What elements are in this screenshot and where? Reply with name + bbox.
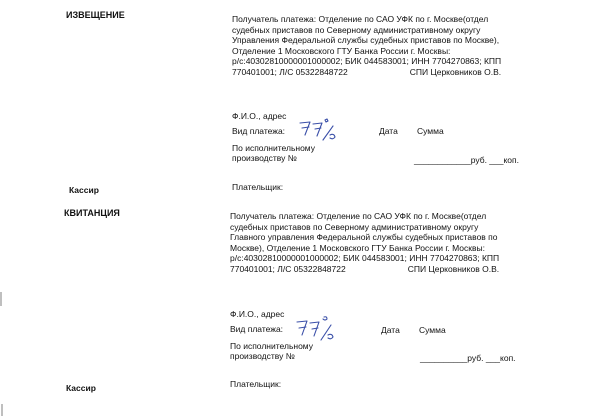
notice-cashier-label: Кассир	[69, 185, 99, 195]
receipt-payer-label: Плательщик:	[230, 379, 282, 389]
notice-officer: СПИ Церковников О.В.	[409, 66, 502, 77]
receipt-payment-type-label: Вид платежа:	[230, 324, 284, 334]
receipt-ground-line1: По исполнительному	[230, 341, 313, 351]
notice-recipient-block	[232, 14, 501, 77]
receipt-recipient-line: Получатель платежа: Отделение по САО УФК по г. Москве(отдел	[230, 211, 487, 221]
notice-amount-line: ____________руб. ___коп.	[414, 155, 519, 165]
receipt-recipient-block	[230, 211, 499, 274]
notice-payer-label: Плательщик:	[232, 182, 284, 192]
scan-edge-mark	[1, 404, 3, 416]
receipt-recipient-line: Главного управления Федеральной службы судебных приставов по	[230, 232, 498, 242]
notice-date-label: Дата	[379, 126, 398, 136]
notice-sum-label: Сумма	[417, 126, 444, 136]
receipt-account-text: 770401001; Л/С 05322848722	[230, 263, 346, 274]
receipt-sum-label: Сумма	[419, 325, 446, 335]
receipt-amount-line: __________руб. ___коп.	[420, 353, 516, 363]
receipt-handwritten-payment-type	[294, 314, 338, 342]
notice-ground-line2: производству №	[232, 153, 297, 163]
receipt-fio-label: Ф.И.О., адрес	[230, 309, 285, 319]
notice-payment-type-label: Вид платежа:	[232, 126, 286, 136]
receipt-recipient-line	[230, 264, 499, 275]
notice-recipient-line: судебных приставов по Северному административному округу	[232, 24, 481, 35]
receipt-cashier-label: Кассир	[66, 383, 96, 393]
notice-account-text: 770401001; Л/С 05322848722	[232, 66, 348, 77]
receipt-officer: СПИ Церковников О.В.	[407, 263, 500, 274]
receipt-recipient-line: судебных приставов по Северному административному округу	[230, 221, 479, 232]
notice-handwritten-payment-type	[297, 116, 339, 142]
notice-recipient-line: Отделение 1 Московского ГТУ Банка России г. Москвы:	[232, 45, 451, 56]
notice-recipient-line: р/с:40302810000001000002; БИК 044583001; ИНН 7704270863; КПП	[232, 56, 502, 66]
receipt-heading: КВИТАНЦИЯ	[64, 208, 120, 218]
notice-recipient-line	[232, 67, 501, 78]
notice-ground-line1: По исполнительному	[232, 143, 315, 153]
receipt-recipient-line: Москве), Отделение 1 Московского ГТУ Банка России г. Москвы:	[230, 242, 485, 253]
scan-edge-mark	[0, 292, 2, 306]
notice-heading: ИЗВЕЩЕНИЕ	[66, 10, 125, 20]
receipt-recipient-line: р/с:40302810000001000002; БИК 044583001; ИНН 7704270863; КПП	[230, 253, 500, 263]
receipt-date-label: Дата	[381, 325, 400, 335]
receipt-ground-line2: производству №	[230, 351, 295, 361]
notice-recipient-line: Получатель платежа: Отделение по САО УФК по г. Москве(отдел	[232, 14, 489, 24]
notice-recipient-line: Управления Федеральной службы судебных приставов по Москве),	[232, 35, 500, 45]
notice-fio-label: Ф.И.О., адрес	[232, 111, 287, 121]
